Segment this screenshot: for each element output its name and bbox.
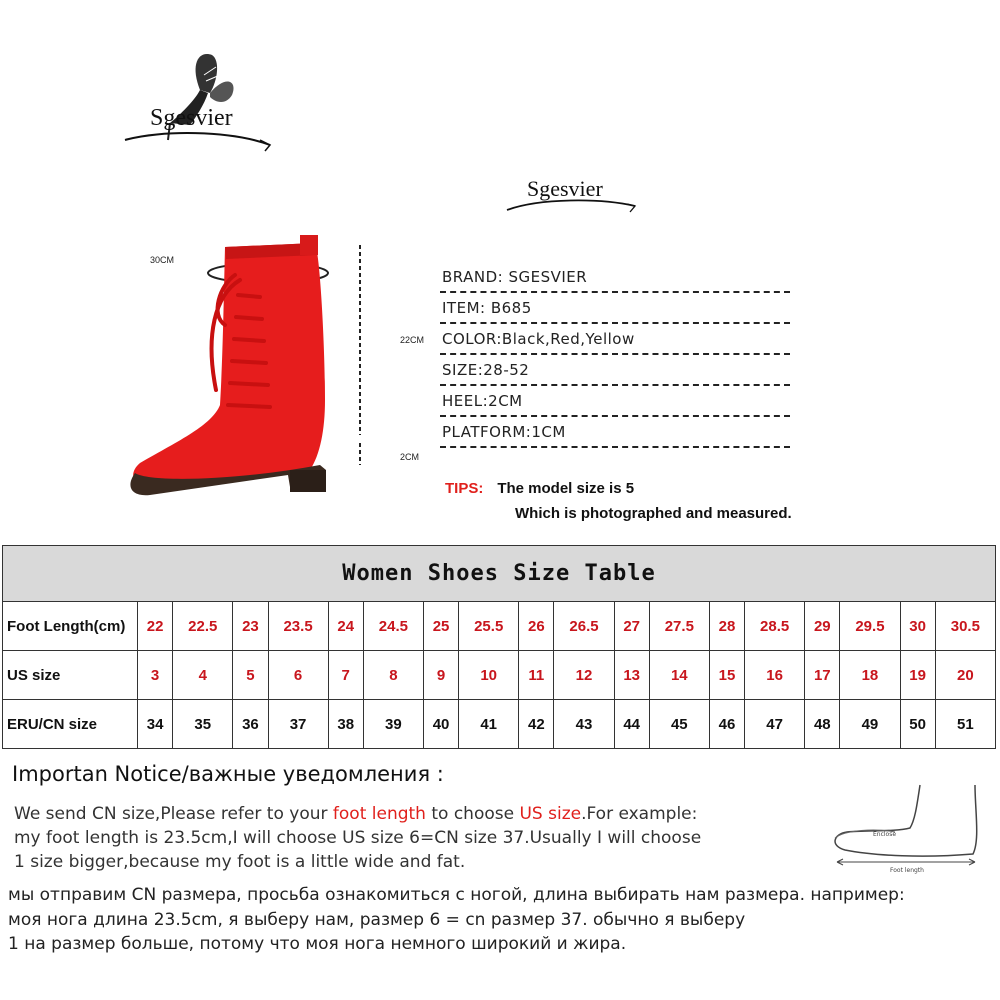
spec-item: ITEM: B685	[440, 293, 800, 324]
butterfly-heel-icon	[120, 45, 290, 155]
size-cell: 17	[805, 651, 840, 700]
brand-logo	[120, 45, 290, 155]
size-cell: 35	[173, 700, 233, 749]
spec-color: COLOR:Black,Red,Yellow	[440, 324, 800, 355]
size-cell: 51	[935, 700, 995, 749]
size-cell: 19	[900, 651, 935, 700]
spec-brand: BRAND: SGESVIER	[440, 262, 800, 293]
size-cell: 22	[138, 602, 173, 651]
shaft-height-label: 22CM	[400, 335, 425, 345]
size-cell: 3	[138, 651, 173, 700]
size-cell: 43	[554, 700, 614, 749]
notice-en-line-1: We send CN size,Please refer to your foot length to choose US size.For example:	[14, 804, 698, 824]
spec-list	[440, 262, 800, 448]
size-cell: 20	[935, 651, 995, 700]
size-cell: 12	[554, 651, 614, 700]
size-cell: 7	[328, 651, 363, 700]
size-cell: 39	[363, 700, 423, 749]
size-cell: 45	[649, 700, 709, 749]
notice-ru-line-2: моя нога длина 23.5cm, я выберу нам, размер 6 = cn размер 37. обычно я выберу	[8, 909, 746, 930]
size-cell: 26	[519, 602, 554, 651]
foot-icon	[825, 780, 985, 880]
size-cell: 38	[328, 700, 363, 749]
size-cell: 23.5	[268, 602, 328, 651]
size-cell: 30.5	[935, 602, 995, 651]
size-cell: 34	[138, 700, 173, 749]
size-cell: 14	[649, 651, 709, 700]
table-row-us-size	[3, 651, 996, 700]
size-cell: 30	[900, 602, 935, 651]
tips-line-1: The model size is 5	[497, 480, 635, 497]
size-cell: 37	[268, 700, 328, 749]
product-image	[120, 225, 425, 515]
size-cell: 8	[363, 651, 423, 700]
size-cell: 27.5	[649, 602, 709, 651]
size-table-title: Women Shoes Size Table	[3, 546, 996, 602]
size-cell: 9	[423, 651, 458, 700]
tips	[445, 480, 634, 497]
notice-en-line-2: my foot length is 23.5cm,I will choose US size 6=CN size 37.Usually I will choose	[14, 828, 702, 848]
spec-size: SIZE:28-52	[440, 355, 800, 386]
foot-measure-diagram	[825, 780, 985, 880]
notice-ru-line-1: мы отправим CN размера, просьба ознакомиться с ногой, длина выбирать нам размера. например:	[8, 885, 905, 905]
size-cell: 5	[233, 651, 268, 700]
notice-title: Importan Notice/важные уведомления :	[12, 762, 444, 786]
size-cell: 29	[805, 602, 840, 651]
size-cell: 25	[423, 602, 458, 651]
size-cell: 36	[233, 700, 268, 749]
tips-line-2: Which is photographed and measured.	[515, 505, 792, 522]
size-cell: 47	[745, 700, 805, 749]
enclose-label: Enclose	[873, 831, 897, 838]
red-boot-image	[120, 225, 370, 515]
size-cell: 44	[614, 700, 649, 749]
size-cell: 22.5	[173, 602, 233, 651]
size-cell: 28.5	[745, 602, 805, 651]
size-cell: 25.5	[459, 602, 519, 651]
spec-heel: HEEL:2CM	[440, 386, 800, 417]
notice-ru-line-3: 1 на размер больше, потому что моя нога немного широкий и жира.	[8, 934, 627, 954]
size-cell: 6	[268, 651, 328, 700]
size-cell: 10	[459, 651, 519, 700]
size-cell: 13	[614, 651, 649, 700]
row-header: US size	[3, 651, 138, 700]
size-cell: 24	[328, 602, 363, 651]
size-cell: 4	[173, 651, 233, 700]
notice-english	[14, 802, 701, 874]
size-cell: 41	[459, 700, 519, 749]
size-table	[2, 545, 996, 749]
size-cell: 46	[709, 700, 744, 749]
size-cell: 49	[840, 700, 900, 749]
brand-logo-small	[505, 170, 645, 220]
size-cell: 50	[900, 700, 935, 749]
row-header: ERU/CN size	[3, 700, 138, 749]
size-cell: 27	[614, 602, 649, 651]
table-row-eu-cn-size	[3, 700, 996, 749]
spec-platform: PLATFORM:1CM	[440, 417, 800, 448]
size-cell: 11	[519, 651, 554, 700]
tips-label: TIPS:	[445, 480, 484, 497]
size-cell: 29.5	[840, 602, 900, 651]
notice-russian	[8, 883, 905, 957]
table-row-foot-length	[3, 602, 996, 651]
size-cell: 15	[709, 651, 744, 700]
circumference-label: 30CM	[150, 255, 175, 265]
foot-length-label: Foot length	[890, 867, 924, 874]
size-cell: 48	[805, 700, 840, 749]
size-cell: 18	[840, 651, 900, 700]
size-cell: 23	[233, 602, 268, 651]
size-cell: 42	[519, 700, 554, 749]
heel-height-label: 2CM	[400, 452, 420, 462]
size-cell: 16	[745, 651, 805, 700]
size-cell: 40	[423, 700, 458, 749]
brand-name-large: Sgesvier	[150, 105, 233, 131]
notice-en-line-3: 1 size bigger,because my foot is a little wide and fat.	[14, 852, 466, 872]
size-cell: 28	[709, 602, 744, 651]
brand-name-small: Sgesvier	[527, 176, 603, 201]
size-cell: 24.5	[363, 602, 423, 651]
size-cell: 26.5	[554, 602, 614, 651]
row-header: Foot Length(cm)	[3, 602, 138, 651]
